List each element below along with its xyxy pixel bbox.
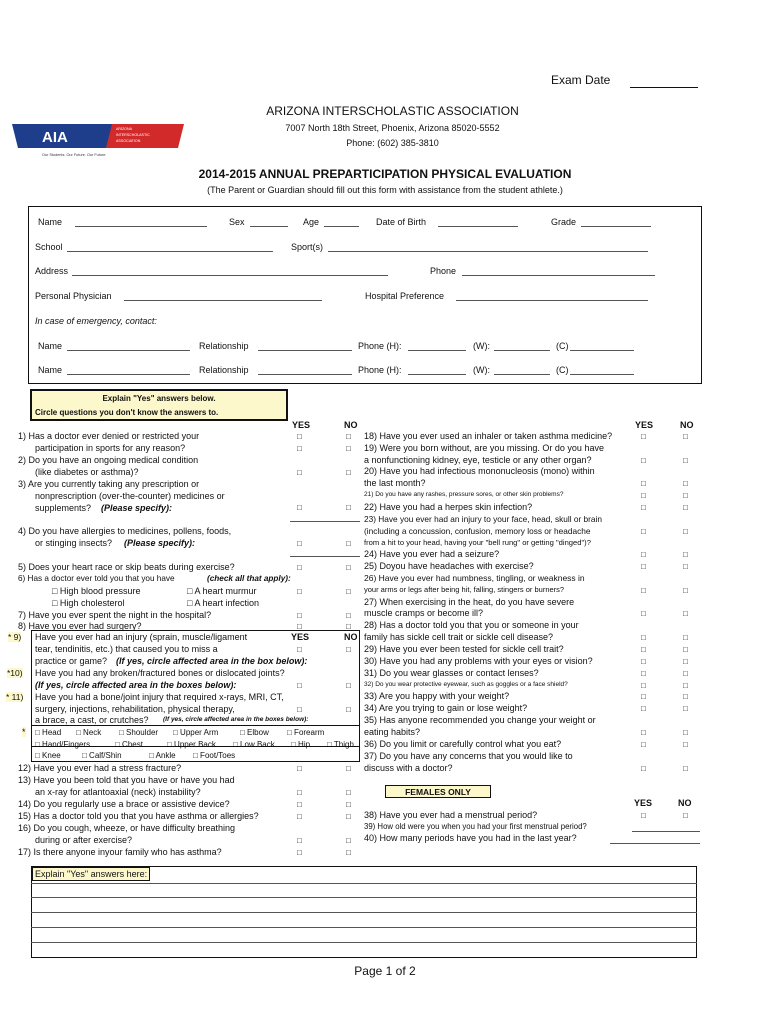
q12-text: 12) Have you ever had a stress fracture? bbox=[18, 763, 182, 773]
q37-yes[interactable]: □ bbox=[641, 764, 646, 773]
q25-no[interactable]: □ bbox=[683, 562, 688, 571]
q24-no[interactable]: □ bbox=[683, 550, 688, 559]
q20-text-b: the last month? bbox=[364, 478, 426, 488]
exam-date-field[interactable] bbox=[630, 87, 698, 88]
q1-text-b: participation in sports for any reason? bbox=[35, 443, 186, 453]
org-phone: Phone: (602) 385-3810 bbox=[346, 138, 439, 148]
address-field[interactable] bbox=[72, 275, 388, 276]
q32-yes[interactable]: □ bbox=[641, 681, 646, 690]
exam-date-label: Exam Date bbox=[551, 73, 611, 87]
form-subtitle: (The Parent or Guardian should fill out this form with assistance from the student athlete.) bbox=[207, 185, 563, 195]
q3b-yes[interactable]: □ bbox=[297, 503, 302, 512]
e1-w-label: (W): bbox=[473, 341, 490, 351]
q15-no[interactable]: □ bbox=[346, 812, 351, 821]
body-neck[interactable]: □ Neck bbox=[76, 728, 102, 737]
q38-text: 38) Have you ever had a menstrual period? bbox=[364, 810, 538, 820]
q30-text: 30) Have you had any problems with your eyes or vision? bbox=[364, 656, 593, 666]
e1-name-field[interactable] bbox=[67, 350, 190, 351]
q19-yes[interactable]: □ bbox=[641, 456, 646, 465]
explain-line-5[interactable] bbox=[31, 942, 697, 943]
q27-text-b: muscle cramps or become ill? bbox=[364, 608, 484, 618]
emergency-label: In case of emergency, contact: bbox=[35, 316, 157, 326]
q6-yes[interactable]: □ bbox=[297, 587, 302, 596]
q11-text-c: a brace, a cast, or crutches? bbox=[35, 715, 149, 725]
grade-field[interactable] bbox=[581, 226, 651, 227]
q25-text: 25) Doyou have headaches with exercise? bbox=[364, 561, 534, 571]
q31-no[interactable]: □ bbox=[683, 669, 688, 678]
q29-text: 29) Have you ever been tested for sickle cell trait? bbox=[364, 644, 564, 654]
body-head[interactable]: □ Head bbox=[35, 728, 62, 737]
e2-name-label: Name bbox=[38, 365, 63, 375]
body-star: * bbox=[22, 727, 26, 737]
q33-no[interactable]: □ bbox=[683, 692, 688, 701]
body-knee[interactable]: □ Knee bbox=[35, 751, 61, 760]
q8-no[interactable]: □ bbox=[346, 622, 351, 631]
q10-no[interactable]: □ bbox=[346, 681, 351, 690]
q38-no[interactable]: □ bbox=[683, 811, 688, 820]
svg-text:ARIZONA: ARIZONA bbox=[116, 127, 132, 131]
q34-no[interactable]: □ bbox=[683, 704, 688, 713]
e2-w-field[interactable] bbox=[494, 374, 550, 375]
e1-phone-h-label: Phone (H): bbox=[358, 341, 402, 351]
q21-text: 21) Do you have any rashes, pressure sores, or other skin problems? bbox=[364, 491, 564, 498]
q23-text-a: 23) Have you ever had an injury to your face, head, skull or brain bbox=[364, 514, 602, 524]
body-chest[interactable]: □ Chest bbox=[115, 740, 143, 749]
yes-header-females: YES bbox=[634, 798, 653, 808]
q8-text: 8) Have you ever had surgery? bbox=[18, 621, 142, 631]
q27-text-a: 27) When exercising in the heat, do you have severe bbox=[364, 597, 575, 607]
phone-field[interactable] bbox=[462, 275, 655, 276]
yes-header-left: YES bbox=[292, 420, 311, 430]
form-title: 2014-2015 ANNUAL PREPARTICIPATION PHYSICAL EVALUATION bbox=[198, 167, 572, 181]
body-foot-toes[interactable]: □ Foot/Toes bbox=[193, 751, 236, 760]
q1-no[interactable]: □ bbox=[346, 432, 351, 441]
q6-heart-murmur[interactable]: □ A heart murmur bbox=[187, 586, 257, 596]
q22-text: 22) Have you had a herpes skin infection? bbox=[364, 502, 533, 512]
q32-text: 32) Do you wear protective eyewear, such as goggles or a face shield? bbox=[364, 681, 568, 688]
q3-no[interactable]: □ bbox=[346, 468, 351, 477]
q1-text-a: 1) Has a doctor ever denied or restricted your bbox=[18, 431, 200, 441]
q17-no[interactable]: □ bbox=[346, 848, 351, 857]
q4-text-c: (Please specify): bbox=[124, 538, 196, 548]
q4-text-b: or stinging insects? bbox=[35, 538, 113, 548]
q35-no[interactable]: □ bbox=[683, 728, 688, 737]
q28-yes[interactable]: □ bbox=[641, 633, 646, 642]
q11-number: * 11) bbox=[6, 692, 24, 702]
q20-yes[interactable]: □ bbox=[641, 479, 646, 488]
q29-no[interactable]: □ bbox=[683, 645, 688, 654]
e1-rel-label: Relationship bbox=[199, 341, 249, 351]
q16-yes[interactable]: □ bbox=[297, 836, 302, 845]
school-field[interactable] bbox=[67, 251, 273, 252]
body-shoulder[interactable]: □ Shoulder bbox=[119, 728, 159, 737]
q6-no[interactable]: □ bbox=[346, 587, 351, 596]
q3-text-b: nonprescription (over-the-counter) medicines or bbox=[35, 491, 225, 501]
q17-yes[interactable]: □ bbox=[297, 848, 302, 857]
q11-yes[interactable]: □ bbox=[297, 705, 302, 714]
q24-text: 24) Have you ever had a seizure? bbox=[364, 549, 500, 559]
q12-yes[interactable]: □ bbox=[297, 764, 302, 773]
q37-text-b: discuss with a doctor? bbox=[364, 763, 453, 773]
q7-yes[interactable]: □ bbox=[297, 611, 302, 620]
no-header-left: NO bbox=[344, 420, 358, 430]
e1-c-label: (C) bbox=[556, 341, 569, 351]
age-field[interactable] bbox=[324, 226, 359, 227]
yes-header-right: YES bbox=[635, 420, 654, 430]
logo-text: AIA bbox=[42, 129, 68, 146]
no-header-right: NO bbox=[680, 420, 694, 430]
no-header-females: NO bbox=[678, 798, 692, 808]
q12-no[interactable]: □ bbox=[346, 764, 351, 773]
svg-text:ASSOCIATION: ASSOCIATION bbox=[116, 139, 141, 143]
body-calf-shin[interactable]: □ Calf/Shin bbox=[82, 751, 122, 760]
q11-text-d: (If yes, circle affected area in the boxes below): bbox=[163, 716, 309, 723]
body-thigh[interactable]: □ Thigh bbox=[327, 740, 354, 749]
q6-high-bp[interactable]: □ High blood pressure bbox=[52, 586, 141, 596]
q23-text-c: from a hit to your head, having your "bell rung" or getting "dinged")? bbox=[364, 538, 591, 547]
q18-no[interactable]: □ bbox=[683, 432, 688, 441]
q26-yes[interactable]: □ bbox=[641, 586, 646, 595]
q9-text-d: (If yes, circle affected area in the box below): bbox=[116, 656, 308, 666]
svg-text:INTERSCHOLASTIC: INTERSCHOLASTIC bbox=[116, 133, 150, 137]
e2-c-label: (C) bbox=[556, 365, 569, 375]
q10-number: *10) bbox=[7, 668, 23, 678]
q29-yes[interactable]: □ bbox=[641, 645, 646, 654]
q31-yes[interactable]: □ bbox=[641, 669, 646, 678]
grade-label: Grade bbox=[551, 217, 577, 227]
body-forearm[interactable]: □ Forearm bbox=[287, 728, 325, 737]
q21-yes[interactable]: □ bbox=[641, 491, 646, 500]
q5-no[interactable]: □ bbox=[346, 563, 351, 572]
q16-no[interactable]: □ bbox=[346, 836, 351, 845]
explain-line-3[interactable] bbox=[31, 912, 697, 913]
q9-text-c: practice or game? bbox=[35, 656, 108, 666]
body-elbow[interactable]: □ Elbow bbox=[240, 728, 269, 737]
q8-yes[interactable]: □ bbox=[297, 622, 302, 631]
name-field[interactable] bbox=[75, 226, 207, 227]
org-name: ARIZONA INTERSCHOLASTIC ASSOCIATION bbox=[266, 104, 519, 118]
q38-yes[interactable]: □ bbox=[641, 811, 646, 820]
q18-yes[interactable]: □ bbox=[641, 432, 646, 441]
sports-label: Sport(s) bbox=[291, 242, 324, 252]
females-only-label: FEMALES ONLY bbox=[405, 787, 471, 797]
body-area-box bbox=[31, 725, 360, 762]
body-upper-back[interactable]: □ Upper Back bbox=[167, 740, 216, 749]
q2-no[interactable]: □ bbox=[346, 444, 351, 453]
physician-label: Personal Physician bbox=[35, 291, 112, 301]
svg-text:Our Students. Our Future. Our: Our Students. Our Future. Our Future. bbox=[42, 153, 107, 157]
q6-heart-infection[interactable]: □ A heart infection bbox=[187, 598, 259, 608]
q15-text: 15) Has a doctor told you that you have asthma or allergies? bbox=[18, 811, 259, 821]
q31-text: 31) Do you wear glasses or contact lenses? bbox=[364, 668, 539, 678]
q36-text: 36) Do you limit or carefully control what you eat? bbox=[364, 739, 562, 749]
q3-text-a: 3) Are you currently taking any prescription or bbox=[18, 479, 200, 489]
q9-text-a: Have you ever had an injury (sprain, muscle/ligament bbox=[35, 632, 248, 642]
q28-text-a: 28) Has a doctor told you that you or someone in your bbox=[364, 620, 579, 630]
e2-phone-h-label: Phone (H): bbox=[358, 365, 402, 375]
instructions-line1: Explain "Yes" answers below. bbox=[102, 394, 216, 403]
e1-phone-h-field[interactable] bbox=[408, 350, 466, 351]
q40-field[interactable] bbox=[610, 843, 700, 844]
q24-yes[interactable]: □ bbox=[641, 550, 646, 559]
q9-text-b: tear, tendinitis, etc.) that caused you to miss a bbox=[35, 644, 218, 654]
q13-text-a: 13) Have you been told that you have or have you had bbox=[18, 775, 235, 785]
q26-text-b: your arms or legs after being hit, falling, stingers or burners? bbox=[364, 585, 565, 594]
body-low-back[interactable]: □ Low Back bbox=[233, 740, 275, 749]
q1-yes[interactable]: □ bbox=[297, 432, 302, 441]
hospital-field[interactable] bbox=[456, 300, 648, 301]
page-number: Page 1 of 2 bbox=[354, 964, 416, 978]
q20-no[interactable]: □ bbox=[683, 479, 688, 488]
q3-specify-line[interactable] bbox=[290, 521, 360, 522]
q5-text: 5) Does your heart race or skip beats during exercise? bbox=[18, 562, 235, 572]
q30-yes[interactable]: □ bbox=[641, 657, 646, 666]
q21-no[interactable]: □ bbox=[683, 491, 688, 500]
q15-yes[interactable]: □ bbox=[297, 812, 302, 821]
instructions-line2: Circle questions you don't know the answers to. bbox=[35, 408, 219, 417]
q26-no[interactable]: □ bbox=[683, 586, 688, 595]
body-upper-arm[interactable]: □ Upper Arm bbox=[173, 728, 219, 737]
q39-field[interactable] bbox=[632, 831, 700, 832]
q34-yes[interactable]: □ bbox=[641, 704, 646, 713]
q33-yes[interactable]: □ bbox=[641, 692, 646, 701]
q22-no[interactable]: □ bbox=[683, 503, 688, 512]
q9-number: * 9) bbox=[8, 632, 22, 642]
q14-no[interactable]: □ bbox=[346, 800, 351, 809]
q4-no[interactable]: □ bbox=[346, 539, 351, 548]
e1-c-field[interactable] bbox=[570, 350, 634, 351]
e2-name-field[interactable] bbox=[67, 374, 190, 375]
e2-phone-h-field[interactable] bbox=[408, 374, 466, 375]
q3-text-d: (Please specify): bbox=[101, 503, 173, 513]
e2-w-label: (W): bbox=[473, 365, 490, 375]
explain-line-2[interactable] bbox=[31, 897, 697, 898]
q14-yes[interactable]: □ bbox=[297, 800, 302, 809]
q2-text-b: (like diabetes or asthma)? bbox=[35, 467, 139, 477]
sex-field[interactable] bbox=[250, 226, 288, 227]
name-label: Name bbox=[38, 217, 63, 227]
q16-text-a: 16) Do you cough, wheeze, or have difficulty breathing bbox=[18, 823, 235, 833]
sports-field[interactable] bbox=[328, 251, 648, 252]
q7-no[interactable]: □ bbox=[346, 611, 351, 620]
q35-text-a: 35) Has anyone recommended you change your weight or bbox=[364, 715, 596, 725]
e2-rel-label: Relationship bbox=[199, 365, 249, 375]
q28-text-b: family has sickle cell trait or sickle cell disease? bbox=[364, 632, 554, 642]
q35-text-b: eating habits? bbox=[364, 727, 421, 737]
org-address: 7007 North 18th Street, Phoenix, Arizona 85020-5552 bbox=[285, 123, 500, 133]
q35-yes[interactable]: □ bbox=[641, 728, 646, 737]
dob-field[interactable] bbox=[438, 226, 518, 227]
q6-high-cholesterol[interactable]: □ High cholesterol bbox=[52, 598, 125, 608]
q32-no[interactable]: □ bbox=[683, 681, 688, 690]
q13-yes[interactable]: □ bbox=[297, 788, 302, 797]
q4-yes[interactable]: □ bbox=[297, 539, 302, 548]
q26-text-a: 26) Have you ever had numbness, tingling, or weakness in bbox=[364, 573, 585, 583]
q10-text-a: Have you had any broken/fractured bones or dislocated joints? bbox=[35, 668, 285, 678]
sex-label: Sex bbox=[229, 217, 245, 227]
q11-no[interactable]: □ bbox=[346, 705, 351, 714]
body-hand-fingers[interactable]: □ Hand/Fingers bbox=[35, 740, 91, 749]
q5-yes[interactable]: □ bbox=[297, 563, 302, 572]
q2-text-a: 2) Do you have an ongoing medical condition bbox=[18, 455, 199, 465]
e2-c-field[interactable] bbox=[570, 374, 634, 375]
body-hip[interactable]: □ Hip bbox=[291, 740, 311, 749]
q10-yes[interactable]: □ bbox=[297, 681, 302, 690]
q30-no[interactable]: □ bbox=[683, 657, 688, 666]
yes-header-box: YES bbox=[291, 632, 310, 642]
q6-text-a: 6) Has a doctor ever told you that you have bbox=[18, 574, 175, 583]
q23-text-b: (including a concussion, confusion, memory loss or headache bbox=[364, 526, 591, 536]
q18-text: 18) Have you ever used an inhaler or taken asthma medicine? bbox=[364, 431, 613, 441]
q13-no[interactable]: □ bbox=[346, 788, 351, 797]
q16-text-b: during or after exercise? bbox=[35, 835, 133, 845]
q13-text-b: an x-ray for atlantoaxial (neck) instability? bbox=[35, 787, 201, 797]
q9-no[interactable]: □ bbox=[346, 645, 351, 654]
e1-rel-field[interactable] bbox=[258, 350, 352, 351]
e1-name-label: Name bbox=[38, 341, 63, 351]
q20-text-a: 20) Have you had infectious mononucleosis (mono) within bbox=[364, 466, 595, 476]
q36-yes[interactable]: □ bbox=[641, 740, 646, 749]
e2-rel-field[interactable] bbox=[258, 374, 352, 375]
q25-yes[interactable]: □ bbox=[641, 562, 646, 571]
q19-text-a: 19) Were you born without, are you missing. Or do you have bbox=[364, 443, 604, 453]
q3b-no[interactable]: □ bbox=[346, 503, 351, 512]
q11-text-b: surgery, injections, rehabilitation, physical therapy, bbox=[35, 704, 235, 714]
explain-here-label: Explain "Yes" answers here: bbox=[32, 867, 150, 881]
hospital-label: Hospital Preference bbox=[365, 291, 445, 301]
q10-text-b: (If yes, circle affected area in the boxes below): bbox=[35, 680, 237, 690]
q19-text-b: a nonfunctioning kidney, eye, testicle or any other organ? bbox=[364, 455, 592, 465]
q37-no[interactable]: □ bbox=[683, 764, 688, 773]
q23-no[interactable]: □ bbox=[683, 527, 688, 536]
q27-yes[interactable]: □ bbox=[641, 609, 646, 618]
physician-field[interactable] bbox=[124, 300, 322, 301]
aia-logo bbox=[12, 120, 187, 160]
q3-yes[interactable]: □ bbox=[297, 468, 302, 477]
q34-text: 34) Are you trying to gain or lose weight? bbox=[364, 703, 528, 713]
age-label: Age bbox=[303, 217, 320, 227]
q23-yes[interactable]: □ bbox=[641, 527, 646, 536]
q3-text-c: supplements? bbox=[35, 503, 92, 513]
q4-specify-line[interactable] bbox=[290, 556, 360, 557]
phone-label: Phone bbox=[430, 266, 457, 276]
q17-text: 17) Is there anyone inyour family who has asthma? bbox=[18, 847, 222, 857]
q36-no[interactable]: □ bbox=[683, 740, 688, 749]
school-label: School bbox=[35, 242, 63, 252]
q22-yes[interactable]: □ bbox=[641, 503, 646, 512]
explain-line-4[interactable] bbox=[31, 927, 697, 928]
no-header-box: NO bbox=[344, 632, 358, 642]
dob-label: Date of Birth bbox=[376, 217, 427, 227]
q40-text: 40) How many periods have you had in the last year? bbox=[364, 833, 577, 843]
explain-line-1[interactable] bbox=[31, 883, 697, 884]
q11-text-a: Have you had a bone/joint injury that required x-rays, MRI, CT, bbox=[35, 692, 284, 702]
q9-yes[interactable]: □ bbox=[297, 645, 302, 654]
address-label: Address bbox=[35, 266, 69, 276]
e1-w-field[interactable] bbox=[494, 350, 550, 351]
q6-text-b: (check all that apply): bbox=[207, 574, 291, 583]
q19-no[interactable]: □ bbox=[683, 456, 688, 465]
q27-no[interactable]: □ bbox=[683, 609, 688, 618]
q39-text: 39) How old were you when you had your first menstrual period? bbox=[364, 822, 587, 831]
q33-text: 33) Are you happy with your weight? bbox=[364, 691, 510, 701]
q37-text-a: 37) Do you have any concerns that you would like to bbox=[364, 751, 573, 761]
q4-text-a: 4) Do you have allergies to medicines, pollens, foods, bbox=[18, 526, 232, 536]
q28-no[interactable]: □ bbox=[683, 633, 688, 642]
q7-text: 7) Have you ever spent the night in the hospital? bbox=[18, 610, 212, 620]
q14-text: 14) Do you regularly use a brace or assistive device? bbox=[18, 799, 230, 809]
q2-yes[interactable]: □ bbox=[297, 444, 302, 453]
body-ankle[interactable]: □ Ankle bbox=[149, 751, 176, 760]
